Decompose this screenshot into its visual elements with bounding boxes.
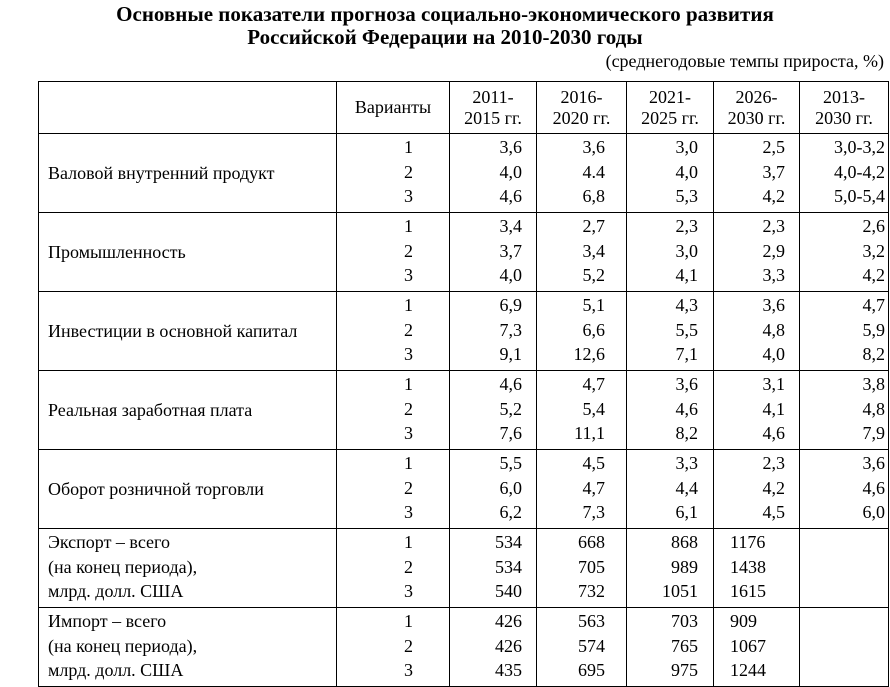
value-cell: 3,6 4,8 4,0	[714, 292, 800, 371]
value-cell: 3,6 4,0 4,6	[450, 134, 537, 213]
units-note: (среднегодовые темпы прироста, %)	[605, 51, 884, 71]
value-cell: 4,7 5,9 8,2	[800, 292, 889, 371]
value-cell: 2,3 4,2 4,5	[714, 450, 800, 529]
table-row-real-wages	[39, 371, 889, 450]
title-line-2: Российской Федерации на 2010-2030 годы	[247, 25, 643, 49]
value-cell	[800, 529, 889, 608]
indicator-cell: Импорт – всего (на конец периода), млрд. долл. США	[39, 608, 337, 687]
indicator-cell: Промышленность	[39, 213, 337, 292]
value-cell: 3,4 3,7 4,0	[450, 213, 537, 292]
variants-cell: 1 2 3	[337, 450, 450, 529]
value-cell: 3,6 4,6 8,2	[627, 371, 714, 450]
table-row-retail	[39, 450, 889, 529]
variants-cell: 1 2 3	[337, 529, 450, 608]
value-cell: 3,3 4,4 6,1	[627, 450, 714, 529]
header-period-2011-2015: 2011- 2015 гг.	[450, 82, 537, 134]
value-cell: 1176 1438 1615	[714, 529, 800, 608]
header-period-2016-2020: 2016- 2020 гг.	[537, 82, 627, 134]
header-indicator	[39, 82, 337, 134]
value-cell: 3,8 4,8 7,9	[800, 371, 889, 450]
value-cell: 6,9 7,3 9,1	[450, 292, 537, 371]
value-cell: 2,3 3,0 4,1	[627, 213, 714, 292]
value-cell: 3,0 4,0 5,3	[627, 134, 714, 213]
value-cell: 2,7 3,4 5,2	[537, 213, 627, 292]
value-cell: 868 989 1051	[627, 529, 714, 608]
value-cell: 3,1 4,1 4,6	[714, 371, 800, 450]
value-cell: 426 426 435	[450, 608, 537, 687]
value-cell: 4,6 5,2 7,6	[450, 371, 537, 450]
indicator-cell: Инвестиции в основной капитал	[39, 292, 337, 371]
indicator-cell: Реальная заработная плата	[39, 371, 337, 450]
value-cell: 2,3 2,9 3,3	[714, 213, 800, 292]
value-cell: 5,1 6,6 12,6	[537, 292, 627, 371]
table-row-gdp	[39, 134, 889, 213]
indicator-cell: Оборот розничной торговли	[39, 450, 337, 529]
value-cell: 703 765 975	[627, 608, 714, 687]
value-cell: 4,3 5,5 7,1	[627, 292, 714, 371]
variants-cell: 1 2 3	[337, 371, 450, 450]
header-row	[39, 82, 889, 134]
table-row-exports	[39, 529, 889, 608]
table-row-imports	[39, 608, 889, 687]
variants-cell: 1 2 3	[337, 213, 450, 292]
value-cell: 2,6 3,2 4,2	[800, 213, 889, 292]
table-row-industry	[39, 213, 889, 292]
value-cell: 909 1067 1244	[714, 608, 800, 687]
value-cell: 534 534 540	[450, 529, 537, 608]
indicator-cell: Валовой внутренний продукт	[39, 134, 337, 213]
forecast-table	[38, 81, 889, 687]
value-cell: 3,6 4,6 6,0	[800, 450, 889, 529]
table-row-investments	[39, 292, 889, 371]
indicator-cell: Экспорт – всего (на конец периода), млрд. долл. США	[39, 529, 337, 608]
value-cell: 4,5 4,7 7,3	[537, 450, 627, 529]
variants-cell: 1 2 3	[337, 608, 450, 687]
value-cell: 563 574 695	[537, 608, 627, 687]
title-line-1: Основные показатели прогноза социально-экономического развития	[116, 2, 774, 26]
value-cell: 3,0-3,2 4,0-4,2 5,0-5,4	[800, 134, 889, 213]
value-cell	[800, 608, 889, 687]
header-variants: Варианты	[337, 82, 450, 134]
variants-cell: 1 2 3	[337, 134, 450, 213]
header-period-2026-2030: 2026- 2030 гг.	[714, 82, 800, 134]
value-cell: 4,7 5,4 11,1	[537, 371, 627, 450]
header-period-2021-2025: 2021- 2025 гг.	[627, 82, 714, 134]
value-cell: 2,5 3,7 4,2	[714, 134, 800, 213]
value-cell: 668 705 732	[537, 529, 627, 608]
value-cell: 3,6 4.4 6,8	[537, 134, 627, 213]
value-cell: 5,5 6,0 6,2	[450, 450, 537, 529]
header-period-2013-2030: 2013- 2030 гг.	[800, 82, 889, 134]
variants-cell: 1 2 3	[337, 292, 450, 371]
